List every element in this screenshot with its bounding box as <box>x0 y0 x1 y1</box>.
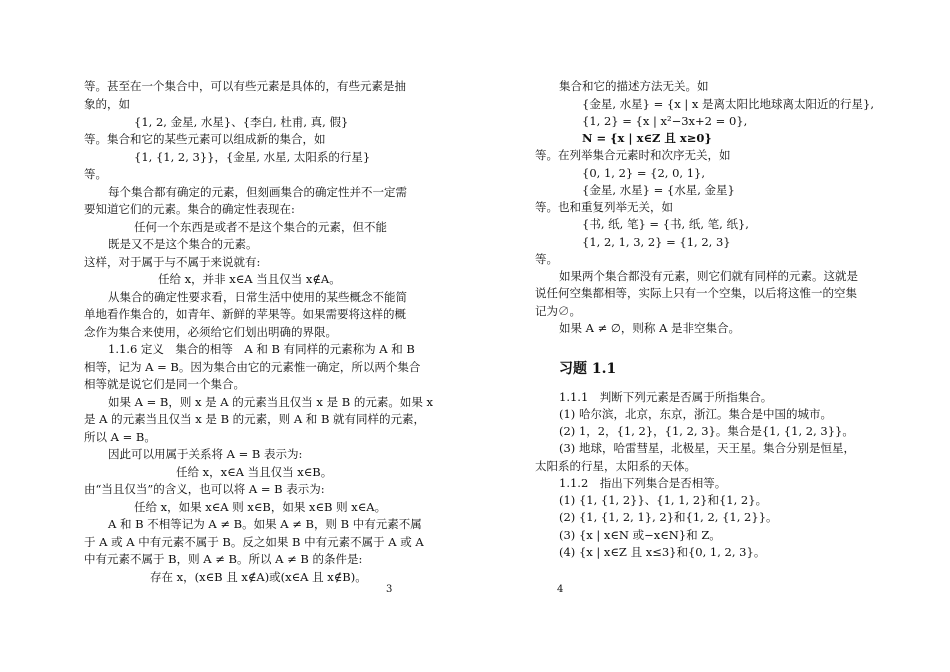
text-line: 记为∅。 <box>535 304 581 318</box>
text-line: 等。甚至在一个集合中，可以有些元素是具体的，有些元素是抽 <box>84 79 406 93</box>
text-line: 等。集合和它的某些元素可以组成新的集合，如 <box>84 132 326 146</box>
definition-line: 1.1.6 定义 集合的相等 A 和 B 有同样的元素称为 A 和 B <box>108 342 415 356</box>
formula-line: 任给 x，x∈A 当且仅当 x∈B。 <box>176 465 333 479</box>
text-line: 象的，如 <box>84 97 130 111</box>
formula-line: {1, 2} = {x | x²−3x+2 = 0}, <box>582 114 748 128</box>
page-number: 3 <box>386 584 393 595</box>
exercise-line: (1) {1, {1, 2}}、{1, 1, 2}和{1, 2}。 <box>559 493 768 507</box>
text-line: 等。 <box>535 252 558 266</box>
text-line: 是 A 的元素当且仅当 x 是 B 的元素，则 A 和 B 就有同样的元素， <box>84 412 426 426</box>
text-line: 这样，对于属于与不属于来说就有: <box>84 255 261 269</box>
text-line: A 和 B 不相等记为 A ≠ B。如果 A ≠ B，则 B 中有元素不属 <box>108 517 422 531</box>
text-line: 从集合的确定性要求看，日常生活中使用的某些概念不能简 <box>108 290 407 304</box>
text-line: 等。在列举集合元素时和次序无关，如 <box>535 148 731 162</box>
exercise-line: 太阳系的行星，太阳系的天体。 <box>535 459 696 473</box>
text-line: 于 A 或 A 中有元素不属于 B。反之如果 B 中有元素不属于 A 或 A <box>84 535 424 549</box>
exercise-line: (3) 地球，哈雷彗星，北极星，天王星。集合分别是恒星， <box>559 441 855 455</box>
formula-line: {书, 纸, 笔} = {书, 纸, 笔, 纸}, <box>582 217 749 231</box>
text-line: 等。也和重复列举无关，如 <box>535 200 673 214</box>
text-line: 如果 A ≠ ∅，则称 A 是非空集合。 <box>559 321 741 335</box>
text-line: 所以 A = B。 <box>84 430 156 444</box>
text-line: 中有元素不属于 B，则 A ≠ B。所以 A ≠ B 的条件是: <box>84 552 363 566</box>
text-line: 集合和它的描述方法无关。如 <box>559 79 709 93</box>
text-line: 如果两个集合都没有元素，则它们就有同样的元素。这就是 <box>559 269 858 283</box>
text-line: 相等就是说它们是同一个集合。 <box>84 377 245 391</box>
text-line: 相等，记为 A = B。因为集合由它的元素惟一确定，所以两个集合 <box>84 360 421 374</box>
exercise-line: 1.1.2 指出下列集合是否相等。 <box>559 476 727 490</box>
exercise-line: (2) 1，2，{1, 2}，{1, 2, 3}。集合是{1, {1, 2, 3}}。 <box>559 424 854 438</box>
formula-line: 任给 x，如果 x∈A 则 x∈B，如果 x∈B 则 x∈A。 <box>134 500 387 514</box>
formula-line: {1, 2, 金星, 水星}、{李白, 杜甫, 真, 假} <box>134 115 349 129</box>
exercise-line: (1) 哈尔滨，北京，东京，浙江。集合是中国的城市。 <box>559 407 832 421</box>
text-line: 要知道它们的元素。集合的确定性表现在: <box>84 202 295 216</box>
text-line: 等。 <box>84 167 107 181</box>
text-line: 由“当且仅当”的含义，也可以将 A = B 表示为: <box>84 482 325 496</box>
text-line: 因此可以用属于关系将 A = B 表示为: <box>108 447 303 461</box>
quote-line: 既是又不是这个集合的元素。 <box>108 237 258 251</box>
right-page <box>475 0 950 672</box>
text-line: 每个集合都有确定的元素，但刻画集合的确定性并不一定需 <box>108 185 407 199</box>
page-number: 4 <box>557 584 564 595</box>
formula-line: {0, 1, 2} = {2, 0, 1}, <box>582 166 706 180</box>
text-line: 如果 A = B，则 x 是 A 的元素当且仅当 x 是 B 的元素。如果 x <box>108 395 433 409</box>
exercise-line: 1.1.1 判断下列元素是否属于所指集合。 <box>559 390 773 404</box>
formula-line: {金星, 水星} = {x | x 是离太阳比地球离太阳近的行星}, <box>582 97 874 111</box>
text-line: 单地看作集合的，如青年、新鲜的苹果等。如果需要将这样的概 <box>84 307 406 321</box>
text-line: 说任何空集都相等，实际上只有一个空集，以后将这惟一的空集 <box>535 286 857 300</box>
quote-line: 任何一个东西是或者不是这个集合的元素，但不能 <box>134 220 387 234</box>
formula-line: 任给 x，并非 x∈A 当且仅当 x∉A。 <box>158 272 341 286</box>
exercise-line: (2) {1, {1, 2, 1}, 2}和{1, 2, {1, 2}}。 <box>559 510 778 524</box>
text-line: 念作为集合来使用，必须给它们划出明确的界限。 <box>84 325 337 339</box>
formula-line: {金星, 水星} = {水星, 金星} <box>582 183 735 197</box>
exercise-line: (3) {x | x∈N 或−x∈N}和 Z。 <box>559 528 721 542</box>
exercise-line: (4) {x | x∈Z 且 x≤3}和{0, 1, 2, 3}。 <box>559 545 766 559</box>
formula-line: N = {x | x∈Z 且 x≥0} <box>582 131 712 145</box>
exercise-title: 习题 1.1 <box>559 361 617 377</box>
formula-line: {1, {1, 2, 3}}，{金星, 水星, 太阳系的行星} <box>134 150 371 164</box>
formula-line: {1, 2, 1, 3, 2} = {1, 2, 3} <box>582 235 731 249</box>
formula-line: 存在 x，(x∈B 且 x∉A)或(x∈A 且 x∉B)。 <box>150 570 367 584</box>
